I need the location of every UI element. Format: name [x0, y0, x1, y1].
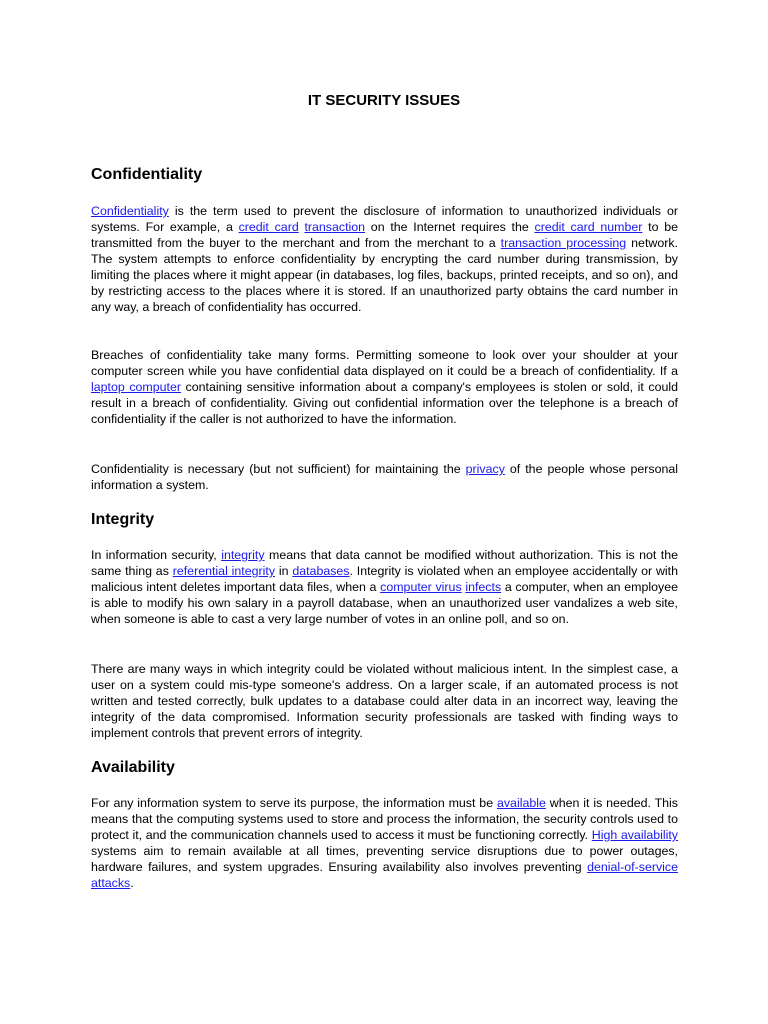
text-span: Breaches of confidentiality take many forms. Permitting someone to look over your shoulder at your computer screen while you have confidential data displayed on it could be a breach of confidentiality. If a [91, 348, 678, 378]
text-span: Confidentiality is necessary (but not sufficient) for maintaining the [91, 462, 466, 476]
text-span: a computer, when an employee is able to modify his own salary in a payroll database, when an unauthorized user vandalizes a web site, when someone is able to cast a very large number of votes in an online poll, and so on. [91, 580, 678, 626]
integrity-paragraph-1 [91, 547, 678, 627]
link-high-availability[interactable]: High availability [591, 828, 679, 842]
confidentiality-paragraph-3 [91, 461, 678, 493]
text-span: network. The system attempts to enforce confidentiality by encrypting the card number during transmission, by limiting the places where it might appear (in databases, log files, backups, printed receipts, and so on), and by restricting access to the places where it is stored. If an unauthorized party obtains the card number in any way, a breach of confidentiality has occurred. [91, 236, 678, 314]
integrity-heading: Integrity [91, 511, 155, 528]
link-transaction-processing[interactable]: transaction processing [500, 236, 627, 250]
text-span: of the people whose personal information a system. [91, 462, 678, 492]
link-computer-virus[interactable]: computer virus [380, 580, 462, 594]
availability-heading: Availability [91, 759, 175, 776]
link-transaction[interactable]: transaction [304, 220, 366, 234]
link-credit-card-number[interactable]: credit card number [534, 220, 643, 234]
text-span: is the term used to prevent the disclosure of information to unauthorized individuals or systems. For example, a [91, 204, 678, 234]
link-referential-integrity[interactable]: referential integrity [172, 564, 276, 578]
link-privacy[interactable]: privacy [465, 462, 505, 476]
document-title: IT SECURITY ISSUES [307, 92, 461, 109]
link-confidentiality[interactable]: Confidentiality [91, 204, 169, 218]
text-span: means that data cannot be modified without authorization. This is not the same thing as [91, 548, 678, 578]
confidentiality-paragraph-1 [91, 203, 678, 315]
availability-paragraph-1 [91, 795, 678, 891]
text-span: to be transmitted from the buyer to the merchant and from the merchant to a [91, 220, 678, 250]
text-span: For any information system to serve its purpose, the information must be [91, 796, 497, 810]
link-integrity[interactable]: integrity [221, 548, 265, 562]
text-span: In information security, [91, 548, 222, 562]
link-infects[interactable]: infects [465, 580, 502, 594]
confidentiality-heading: Confidentiality [91, 166, 203, 183]
link-denial-of-service-attacks[interactable]: denial-of-service attacks [91, 860, 678, 890]
link-databases[interactable]: databases [292, 564, 350, 578]
text-span: . [130, 876, 134, 890]
confidentiality-paragraph-2 [91, 347, 678, 427]
text-span: systems aim to remain available at all times, preventing service disruptions due to power outages, hardware failures, and system upgrades. Ensuring availability also involves preventing [91, 844, 678, 874]
text-span: . Integrity is violated when an employee accidentally or with malicious intent deletes important data files, when a [91, 564, 678, 594]
text-span: containing sensitive information about a company's employees is stolen or sold, it could result in a breach of confidentiality. Giving out confidential information over the telephone is a breach of confidentiality if the caller is not authorized to have the information. [91, 380, 678, 426]
link-credit-card[interactable]: credit card [238, 220, 299, 234]
link-laptop-computer[interactable]: laptop computer [91, 380, 181, 394]
text-span: in [275, 564, 293, 578]
text-span: when it is needed. This means that the computing systems used to store and process the information, the security controls used to protect it, and the communication channels used to access it must be functioning correctly. [91, 796, 678, 842]
text-span: on the Internet requires the [365, 220, 535, 234]
integrity-paragraph-2: There are many ways in which integrity could be violated without malicious intent. In the simplest case, a user on a system could mis-type someone's address. On a larger scale, if an automated process is not written and tested correctly, bulk updates to a database could alter data in an incorrect way, leaving the integrity of the data compromised. Information security professionals are tasked with finding ways to implement controls that prevent errors of integrity. [91, 662, 678, 740]
link-available[interactable]: available [496, 796, 546, 810]
